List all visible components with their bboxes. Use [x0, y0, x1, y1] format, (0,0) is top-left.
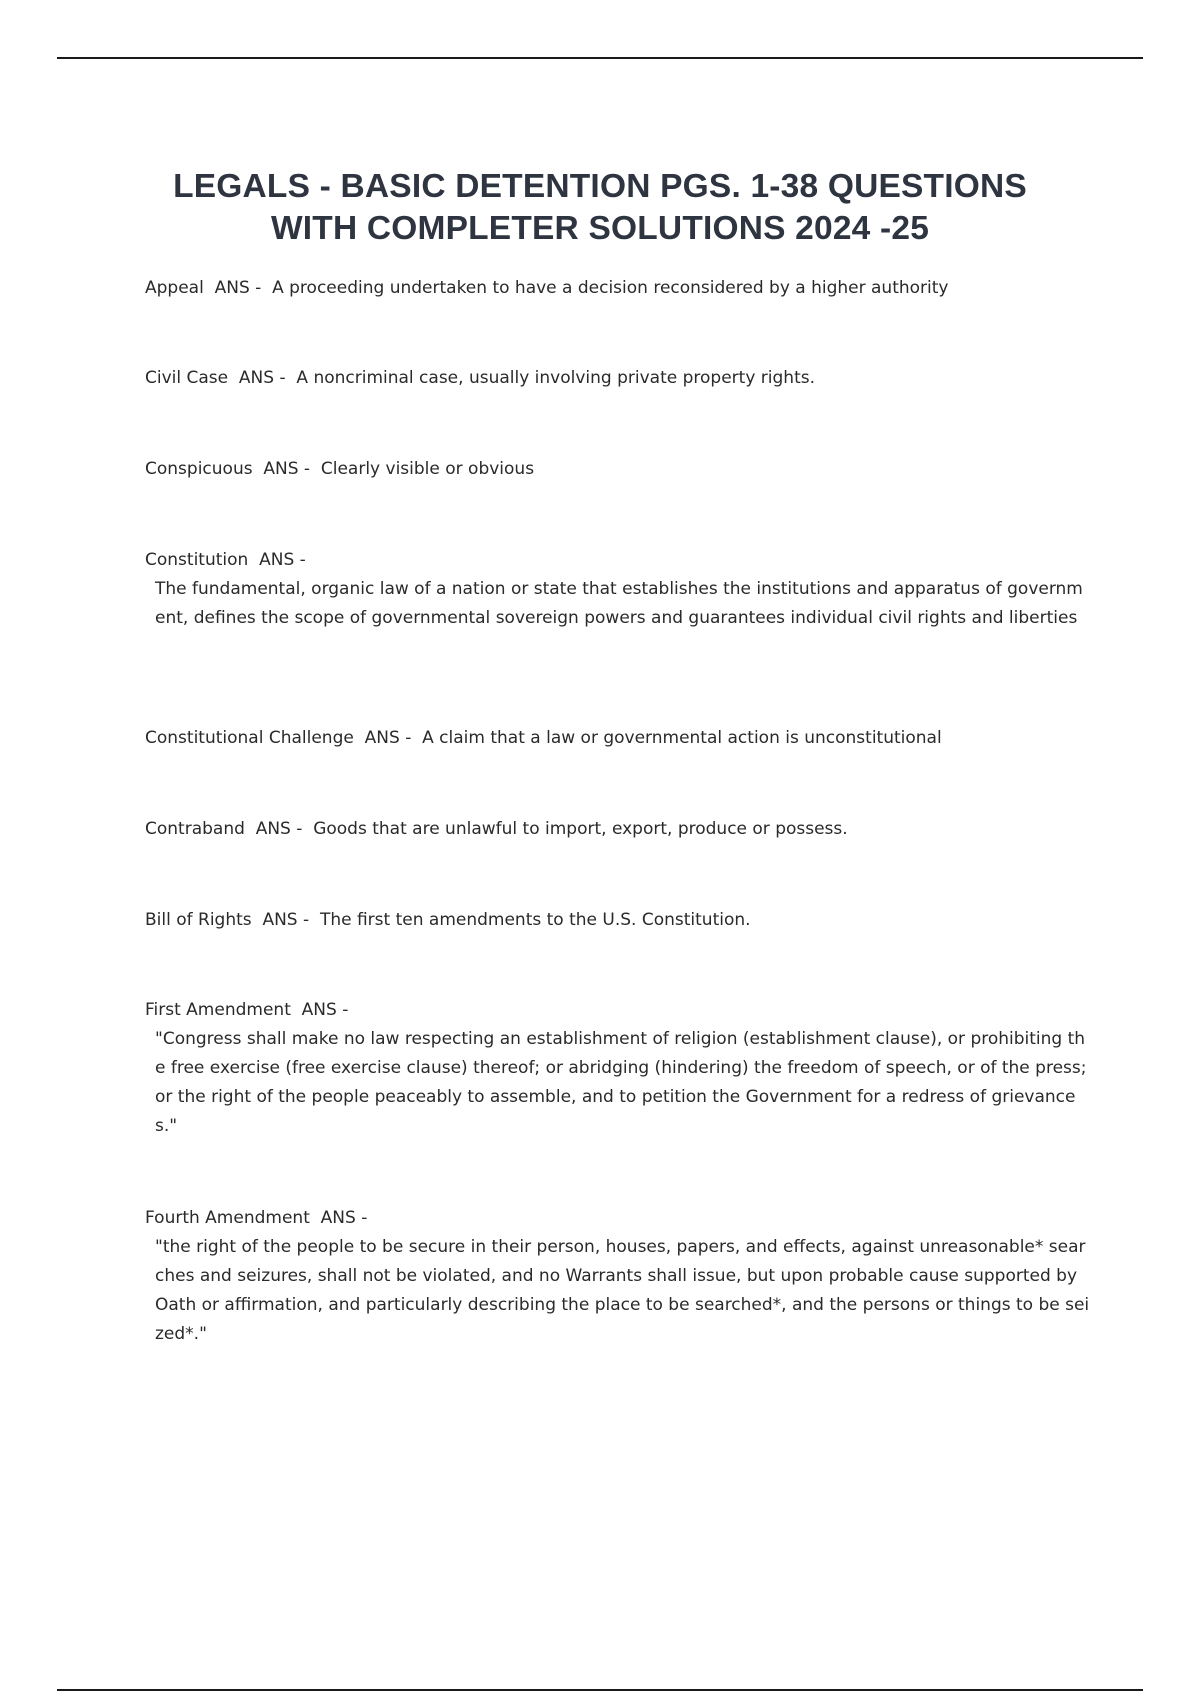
entry-separator: ANS -: [251, 910, 320, 930]
entry-term: Fourth Amendment: [145, 1208, 310, 1228]
entry-constitution: [145, 546, 1090, 633]
entry-definition: The fundamental, organic law of a nation or state that establishes the institutions and apparatus of government, defines the scope of governmental sovereign powers and guarantees individual civil rights and liberties: [155, 579, 1083, 628]
entry-term: Conspicuous: [145, 459, 253, 479]
entry-contraband: [145, 815, 1090, 844]
entry-separator: ANS -: [244, 819, 314, 839]
entry-separator: ANS -: [353, 728, 423, 748]
document-title: [100, 166, 1100, 250]
entry-definition: A noncriminal case, usually involving private property rights.: [296, 368, 815, 388]
entry-term: Appeal: [145, 278, 204, 298]
entry-definition: The first ten amendments to the U.S. Constitution.: [319, 910, 751, 930]
entry-definition: A proceeding undertaken to have a decision reconsidered by a higher authority: [272, 278, 949, 298]
entry-separator: ANS -: [252, 459, 321, 479]
title-line-2: WITH COMPLETER SOLUTIONS 2024 -25: [270, 210, 930, 248]
entry-term: Constitutional Challenge: [145, 728, 354, 748]
entry-separator: ANS -: [203, 278, 273, 298]
entry-fourth-amendment: [145, 1204, 1090, 1349]
entry-separator: ANS -: [228, 368, 297, 388]
entry-definition: A claim that a law or governmental action is unconstitutional: [422, 728, 942, 748]
entry-term: Bill of Rights: [145, 910, 252, 930]
entry-term: First Amendment: [145, 1000, 291, 1020]
entry-definition: "the right of the people to be secure in their person, houses, papers, and effects, against unreasonable* searches and seizures, shall not be violated, and no Warrants shall issue, but upon probable cause supported by Oath or affirmation, and particularly describing the place to be searched*, and the persons or things to be seized*.": [155, 1237, 1090, 1344]
entry-separator: ANS -: [248, 550, 317, 570]
entry-term: Constitution: [145, 550, 249, 570]
entry-term: Contraband: [145, 819, 245, 839]
entry-appeal: [145, 274, 1090, 303]
top-rule: [57, 57, 1143, 59]
entry-conspicuous: [145, 455, 1090, 484]
entry-definition: "Congress shall make no law respecting an establishment of religion (establishment clause), or prohibiting the free exercise (free exercise clause) thereof; or abridging (hindering) the freedom of speech, or of the press; or the right of the people peaceably to assemble, and to petition the Government for a redress of grievances.": [155, 1029, 1087, 1136]
title-line-1: LEGALS - BASIC DETENTION PGS. 1-38 QUESTIONS: [173, 168, 1027, 206]
bottom-rule: [57, 1689, 1143, 1691]
entry-bill-of-rights: [145, 906, 1090, 935]
entry-civil-case: [145, 364, 1090, 393]
entry-constitutional-challenge: [145, 724, 1090, 753]
entry-separator: ANS -: [290, 1000, 360, 1020]
entry-separator: ANS -: [309, 1208, 379, 1228]
entry-first-amendment: [145, 996, 1090, 1141]
entry-term: Civil Case: [145, 368, 229, 388]
entry-definition: Goods that are unlawful to import, export, produce or possess.: [313, 819, 848, 839]
entry-definition: Clearly visible or obvious: [320, 459, 535, 479]
